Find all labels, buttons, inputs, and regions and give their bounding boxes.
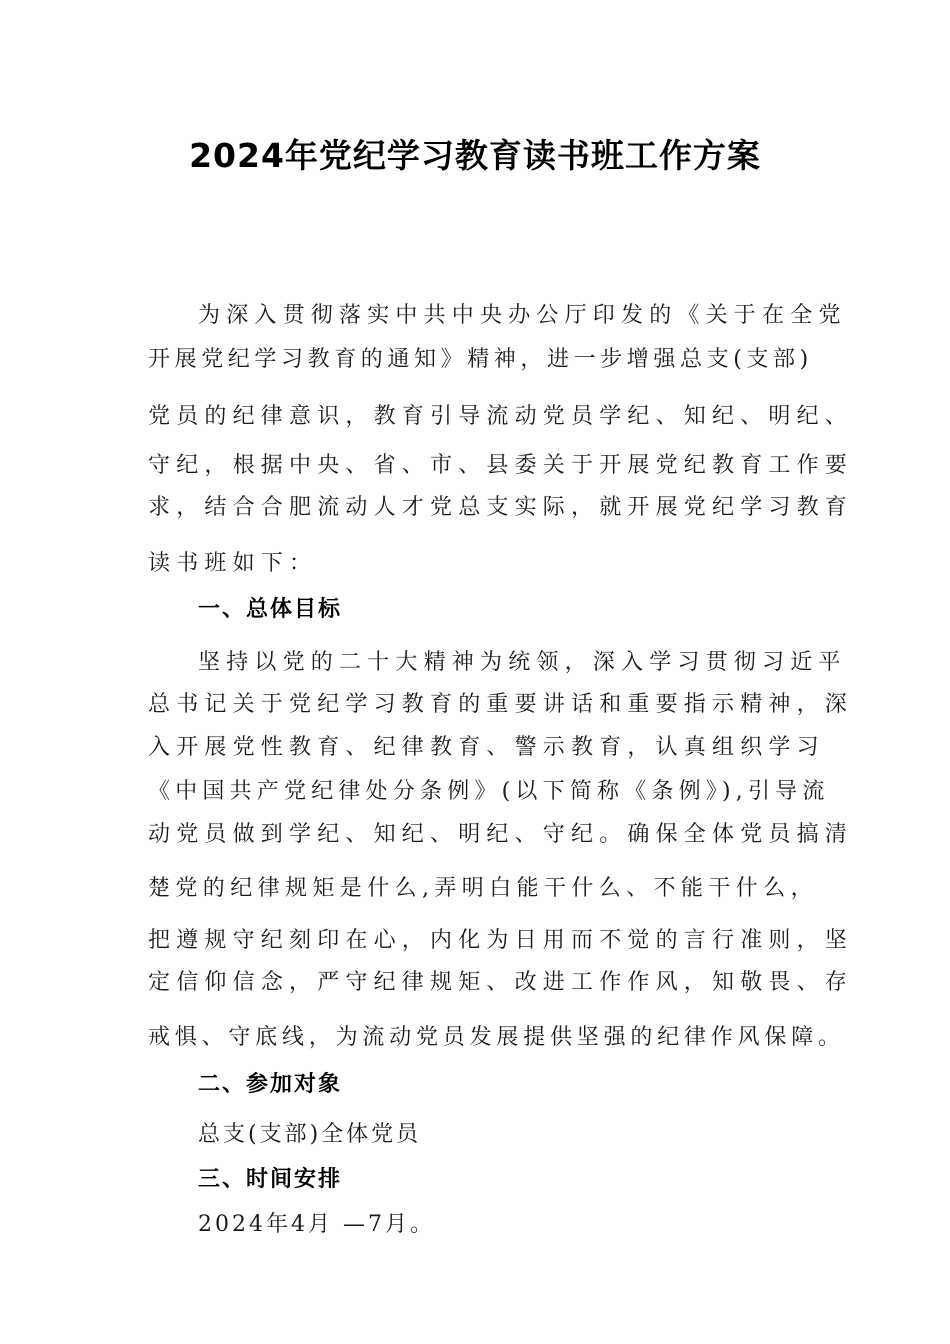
section-heading-schedule: 三、时间安排 xyxy=(198,1167,343,1192)
intro-line-3: 党员的纪律意识，教育引导流动党员学纪、知纪、明纪、 xyxy=(148,404,854,429)
goals-line-9: 戒惧、守底线，为流动党员发展提供坚强的纪律作风保障。 xyxy=(148,1025,845,1050)
goals-line-5: 动党员做到学纪、知纪、明纪、守纪。确保全体党员搞清 xyxy=(148,822,854,847)
intro-line-5: 求，结合合肥流动人才党总支实际，就开展党纪学习教育 xyxy=(148,495,854,520)
document-title: 2024年党纪学习教育读书班工作方案 xyxy=(189,136,761,175)
goals-line-6: 楚党的纪律规矩是什么,弄明白能干什么、不能干什么， xyxy=(148,876,818,901)
section-heading-goals: 一、总体目标 xyxy=(198,597,343,622)
intro-line-1: 为深入贯彻落实中共中央办公厅印发的《关于在全党 xyxy=(198,303,847,328)
section-heading-participants: 二、参加对象 xyxy=(198,1072,343,1097)
schedule-line-1: 2024年4月 —7月。 xyxy=(198,1212,435,1237)
goals-line-2: 总书记关于党纪学习教育的重要讲话和重要指示精神，深 xyxy=(148,692,854,717)
goals-line-3: 入开展党性教育、纪律教育、警示教育，认真组织学习 xyxy=(148,735,825,760)
goals-line-1: 坚持以党的二十大精神为统领，深入学习贯彻习近平 xyxy=(198,650,847,675)
goals-line-8: 定信仰信念，严守纪律规矩、改进工作作风，知敬畏、存 xyxy=(148,970,854,995)
intro-line-6: 读书班如下： xyxy=(148,551,318,576)
intro-line-2: 开展党纪学习教育的通知》精神，进一步增强总支(支部) xyxy=(148,347,813,372)
goals-line-7: 把遵规守纪刻印在心，内化为日用而不觉的言行准则，坚 xyxy=(148,928,854,953)
goals-line-4: 《中国共产党纪律处分条例》(以下简称《条例》),引导流 xyxy=(148,779,830,804)
participants-line-1: 总支(支部)全体党员 xyxy=(198,1122,422,1147)
intro-line-4: 守纪，根据中央、省、市、县委关于开展党纪教育工作要 xyxy=(148,453,854,478)
